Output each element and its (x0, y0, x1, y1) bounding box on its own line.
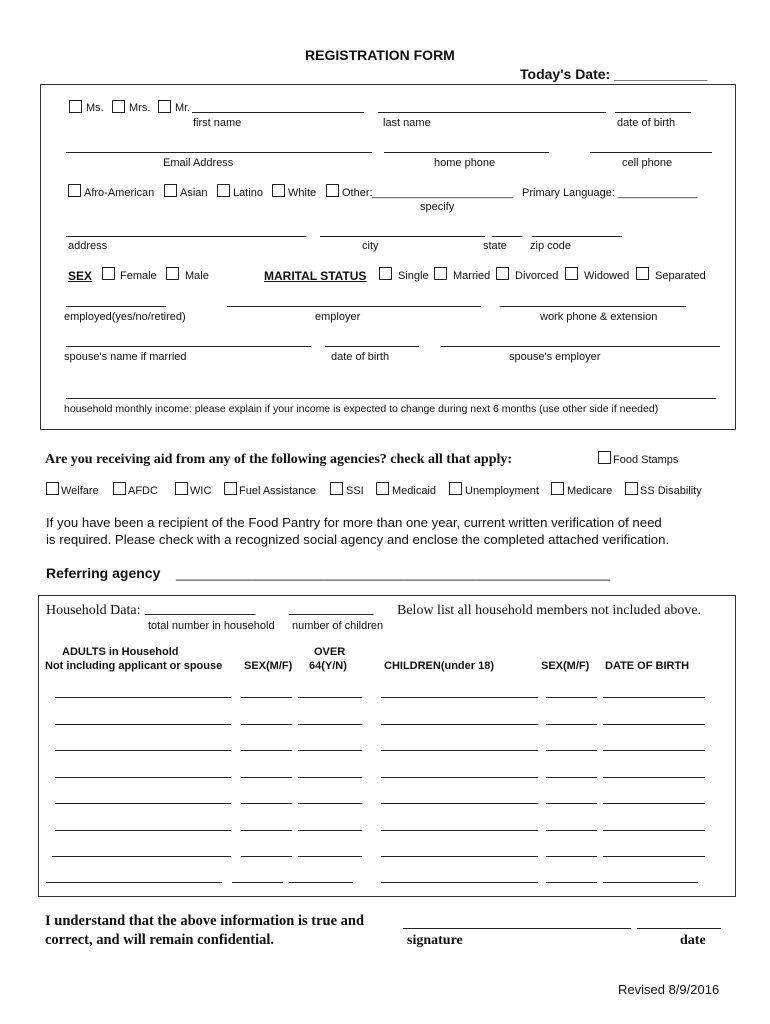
child-name-field[interactable] (381, 803, 538, 804)
married-checkbox[interactable] (434, 267, 447, 280)
last-name-caption: last name (383, 117, 431, 129)
date-of-birth-field[interactable] (615, 112, 691, 113)
email-field[interactable] (66, 152, 372, 153)
divorced-checkbox[interactable] (496, 267, 509, 280)
single-label: Single (398, 270, 429, 282)
female-checkbox[interactable] (102, 267, 115, 280)
child-name-field[interactable] (381, 856, 538, 857)
last-name-field[interactable] (378, 112, 606, 113)
afro-american-checkbox[interactable] (68, 184, 81, 197)
child-dob-field[interactable] (603, 724, 705, 725)
welfare-checkbox[interactable] (46, 482, 59, 495)
adult-over64-field[interactable] (298, 697, 362, 698)
wic-checkbox[interactable] (175, 482, 188, 495)
signature-caption: signature (407, 933, 463, 948)
cell-phone-caption: cell phone (622, 157, 673, 169)
zip-caption: zip code (530, 240, 571, 252)
understand-line-2: correct, and will remain confidential. (45, 932, 275, 948)
adult-over64-field[interactable] (298, 856, 362, 857)
first-name-field[interactable] (192, 112, 364, 113)
separated-label: Separated (655, 270, 706, 282)
spouse-dob-field[interactable] (325, 346, 419, 347)
adult-name-field[interactable] (46, 882, 222, 883)
adult-sex-field[interactable] (241, 697, 292, 698)
child-sex-field[interactable] (546, 777, 597, 778)
adult-over64-field[interactable] (298, 777, 362, 778)
fuel-assistance-label: Fuel Assistance (239, 485, 317, 497)
adult-sex-field[interactable] (241, 830, 292, 831)
afdc-label: AFDC (128, 485, 158, 497)
adult-name-field[interactable] (55, 724, 231, 725)
ssi-checkbox[interactable] (330, 482, 343, 495)
other-label: Other: (342, 187, 373, 199)
widowed-checkbox[interactable] (565, 267, 578, 280)
child-sex-field[interactable] (546, 882, 597, 883)
spouse-name-caption: spouse's name if married (64, 351, 187, 363)
referring-agency-field[interactable]: ____________________________________________________________ (176, 566, 610, 581)
child-sex-field[interactable] (546, 803, 597, 804)
ms-label: Ms. (86, 102, 104, 114)
spouse-employer-field[interactable] (441, 346, 720, 347)
afro-american-label: Afro-American (84, 187, 155, 199)
sex2-header: SEX(M/F) (541, 660, 590, 672)
signature-date-field[interactable] (637, 928, 721, 929)
first-name-caption: first name (193, 117, 242, 129)
child-name-field[interactable] (381, 697, 538, 698)
referring-agency-label: Referring agency (46, 565, 161, 581)
adult-over64-field[interactable] (298, 724, 362, 725)
child-sex-field[interactable] (546, 750, 597, 751)
over-header-line2: 64(Y/N) (309, 660, 347, 672)
form-title: REGISTRATION FORM (305, 47, 455, 63)
child-sex-field[interactable] (546, 830, 597, 831)
wic-label: WIC (190, 485, 212, 497)
child-dob-field[interactable] (603, 697, 705, 698)
home-phone-field[interactable] (384, 152, 549, 153)
spouse-employer-caption: spouse's employer (509, 351, 601, 363)
unemployment-checkbox[interactable] (449, 482, 462, 495)
child-name-field[interactable] (381, 724, 538, 725)
ss-disability-checkbox[interactable] (625, 482, 638, 495)
todays-date-field[interactable]: Today's Date: ____________ (520, 66, 708, 82)
mr-label: Mr. (175, 102, 191, 114)
children-header: CHILDREN(under 18) (384, 660, 495, 672)
food-stamps-label: Food Stamps (613, 454, 679, 466)
employer-field[interactable] (227, 306, 481, 307)
dob-header: DATE OF BIRTH (605, 660, 690, 672)
adult-over64-field[interactable] (289, 882, 353, 883)
medicare-checkbox[interactable] (551, 482, 564, 495)
married-label: Married (453, 270, 491, 282)
verification-line-1: If you have been a recipient of the Food Pantry for more than one year, current written verification of need (46, 515, 662, 530)
cell-phone-field[interactable] (590, 152, 712, 153)
income-field[interactable] (66, 398, 716, 399)
below-list-text: Below list all household members not included above. (397, 603, 702, 618)
sex-heading: SEX (68, 269, 93, 283)
adult-name-field[interactable] (55, 697, 231, 698)
specify-caption: specify (420, 201, 455, 213)
adult-sex-field[interactable] (241, 856, 292, 857)
home-phone-caption: home phone (434, 157, 496, 169)
mr-checkbox[interactable] (158, 100, 171, 113)
work-phone-field[interactable] (500, 306, 686, 307)
child-dob-field[interactable] (603, 856, 705, 857)
child-sex-field[interactable] (546, 856, 597, 857)
email-caption: Email Address (163, 157, 234, 169)
sex-header: SEX(M/F) (244, 660, 293, 672)
mrs-label: Mrs. (129, 102, 151, 114)
medicare-label: Medicare (567, 485, 613, 497)
adult-sex-field[interactable] (232, 882, 283, 883)
welfare-label: Welfare (61, 485, 99, 497)
child-name-field[interactable] (381, 777, 538, 778)
city-field[interactable] (320, 236, 485, 237)
address-caption: address (68, 240, 108, 252)
male-label: Male (185, 270, 209, 282)
spouse-name-field[interactable] (66, 346, 311, 347)
child-sex-field[interactable] (546, 697, 597, 698)
white-label: White (288, 187, 317, 199)
household-data-label: Household Data: (46, 603, 141, 618)
medicaid-checkbox[interactable] (376, 482, 389, 495)
widowed-label: Widowed (584, 270, 630, 282)
child-name-field[interactable] (381, 750, 538, 751)
income-caption: household monthly income: please explain if your income is expected to change during next 6 months (use other side if needed) (64, 403, 659, 415)
ssi-label: SSI (346, 485, 364, 497)
adult-sex-field[interactable] (241, 724, 292, 725)
aid-question: Are you receiving aid from any of the following agencies? check all that apply: (45, 452, 513, 467)
child-name-field[interactable] (381, 830, 538, 831)
adult-sex-field[interactable] (241, 777, 292, 778)
ms-checkbox[interactable] (69, 100, 82, 113)
asian-label: Asian (180, 187, 208, 199)
understand-line-1: I understand that the above information is true and (45, 913, 365, 929)
child-dob-field[interactable] (603, 882, 698, 883)
total-household-caption: total number in household (148, 620, 275, 632)
employed-field[interactable] (66, 306, 166, 307)
mrs-checkbox[interactable] (112, 100, 125, 113)
male-checkbox[interactable] (166, 267, 179, 280)
adult-over64-field[interactable] (298, 830, 362, 831)
household-section (38, 595, 736, 897)
primary-language-field[interactable]: Primary Language: _____________ (522, 187, 698, 199)
adult-over64-field[interactable] (298, 750, 362, 751)
afdc-checkbox[interactable] (113, 482, 126, 495)
employer-caption: employer (315, 311, 361, 323)
single-checkbox[interactable] (379, 267, 392, 280)
medicaid-label: Medicaid (392, 485, 437, 497)
ss-disability-label: SS Disability (640, 485, 702, 497)
child-dob-field[interactable] (603, 803, 705, 804)
employed-caption: employed(yes/no/retired) (64, 311, 186, 323)
separated-checkbox[interactable] (636, 267, 649, 280)
child-name-field[interactable] (381, 882, 538, 883)
unemployment-label: Unemployment (465, 485, 539, 497)
number-children-caption: number of children (292, 620, 384, 632)
adult-sex-field[interactable] (241, 750, 292, 751)
adult-name-field[interactable] (55, 777, 231, 778)
food-stamps-checkbox[interactable] (598, 451, 611, 464)
adult-name-field[interactable] (55, 750, 231, 751)
adult-name-field[interactable] (55, 803, 231, 804)
over-header-line1: OVER (314, 646, 346, 658)
verification-line-2: is required. Please check with a recognized social agency and enclose the completed attached verification. (46, 532, 670, 547)
revised-date: Revised 8/9/2016 (618, 982, 720, 997)
other-checkbox[interactable] (326, 184, 339, 197)
other-specify-field[interactable]: _______________________ (372, 187, 513, 199)
spouse-dob-caption: date of birth (331, 351, 390, 363)
address-field[interactable] (66, 236, 306, 237)
adults-header-line1: ADULTS in Household (62, 646, 179, 658)
adult-sex-field[interactable] (241, 803, 292, 804)
total-household-field[interactable]: _________________ (145, 601, 256, 616)
date-of-birth-caption: date of birth (617, 117, 676, 129)
child-sex-field[interactable] (546, 724, 597, 725)
asian-checkbox[interactable] (164, 184, 177, 197)
adult-name-field[interactable] (52, 856, 231, 857)
adults-header-line2: Not including applicant or spouse (45, 660, 223, 672)
adult-name-field[interactable] (55, 830, 231, 831)
latino-checkbox[interactable] (217, 184, 230, 197)
divorced-label: Divorced (515, 270, 559, 282)
state-field[interactable] (492, 236, 522, 237)
work-phone-caption: work phone & extension (540, 311, 658, 323)
child-dob-field[interactable] (603, 777, 705, 778)
city-caption: city (362, 240, 379, 252)
signature-field[interactable] (403, 928, 631, 929)
fuel-assistance-checkbox[interactable] (224, 482, 237, 495)
applicant-section (40, 84, 736, 430)
white-checkbox[interactable] (272, 184, 285, 197)
date-caption: date (680, 933, 706, 948)
adult-over64-field[interactable] (298, 803, 362, 804)
child-dob-field[interactable] (603, 830, 705, 831)
child-dob-field[interactable] (603, 750, 705, 751)
marital-status-heading: MARITAL STATUS (264, 269, 367, 283)
latino-label: Latino (233, 187, 263, 199)
female-label: Female (120, 270, 157, 282)
zip-field[interactable] (532, 236, 622, 237)
state-caption: state (483, 240, 507, 252)
number-children-field[interactable]: _____________ (289, 601, 374, 616)
